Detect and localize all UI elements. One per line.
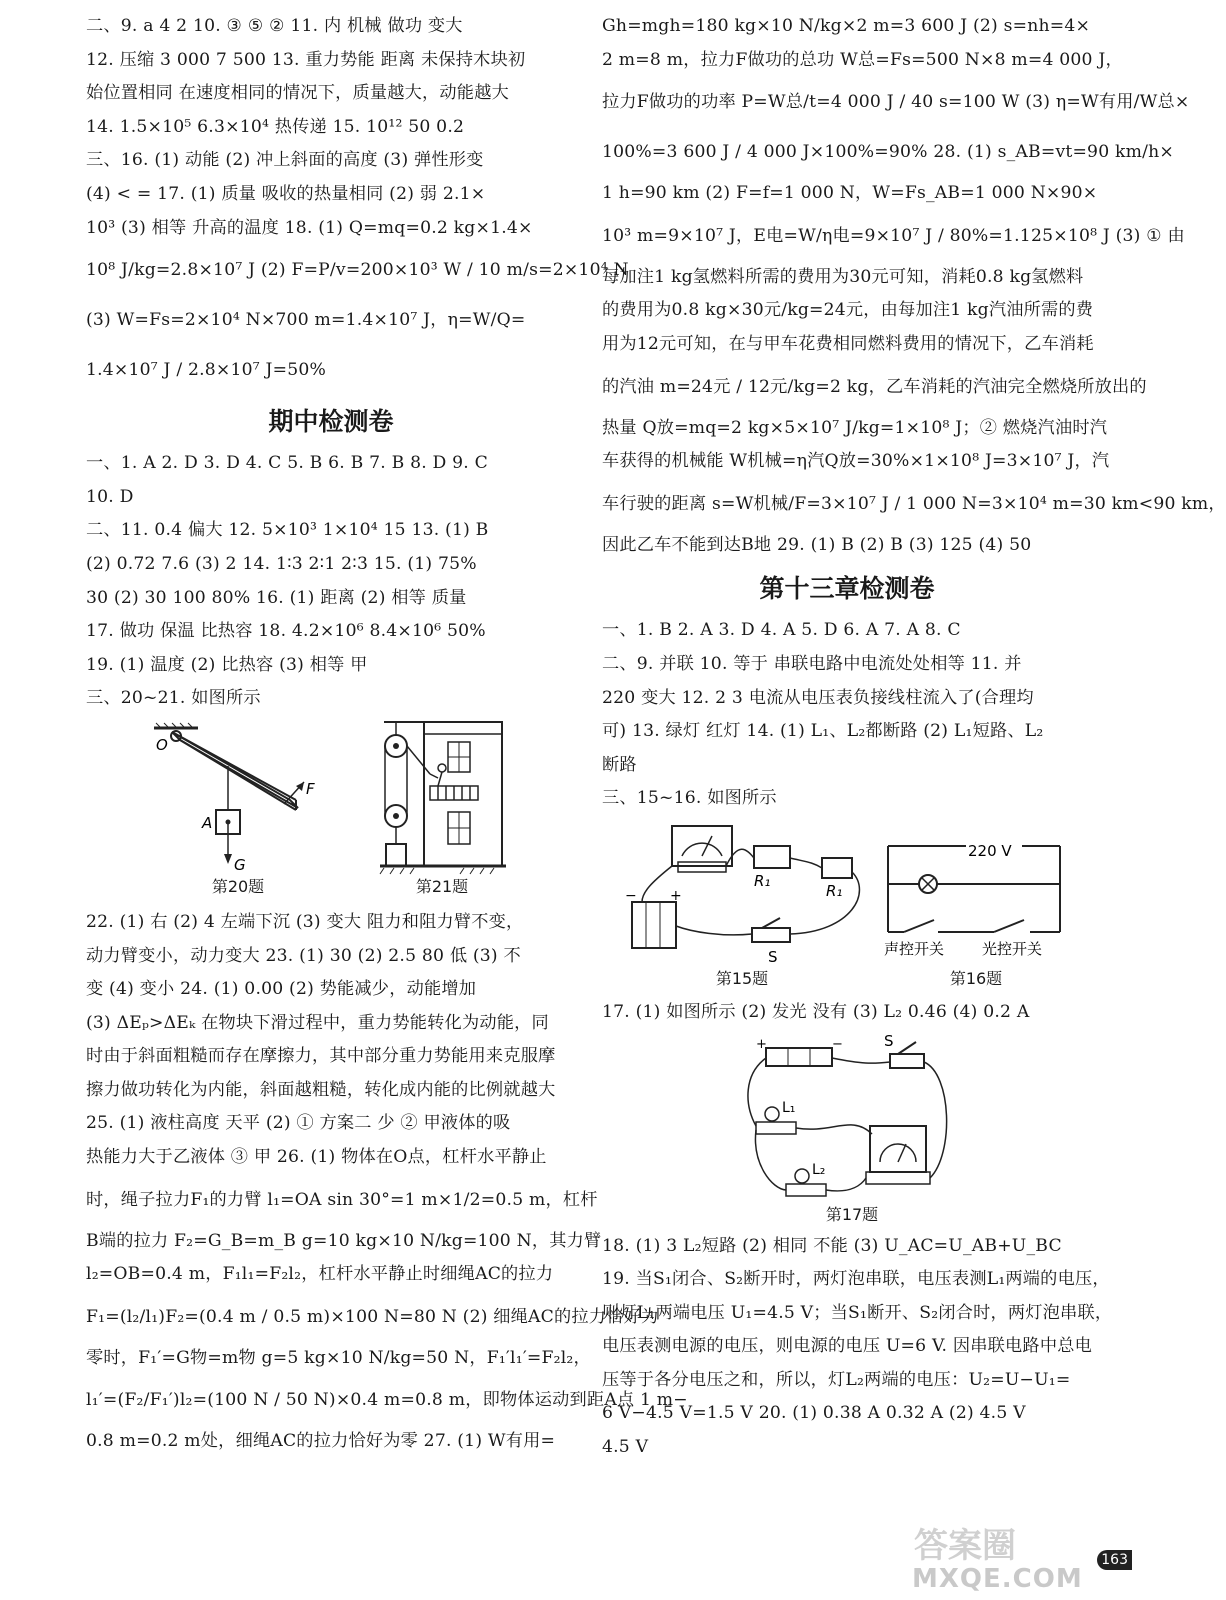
label-s-17: S [884, 1031, 894, 1050]
text-line: 变 (4) 变小 24. (1) 0.00 (2) 势能减少，动能增加 [86, 979, 477, 1000]
figure-17-circuit [742, 1031, 962, 1204]
label-r1-b: R₁ [826, 881, 843, 900]
text-line: 压等于各分电压之和，所以，灯L₂两端的电压：U₂=U−U₁= [602, 1369, 1071, 1390]
text-line: 14. 1.5×10⁵ 6.3×10⁴ 热传递 15. 10¹² 50 0.2 [86, 116, 465, 137]
text-line: Gh=mgh=180 kg×10 N/kg×2 m=3 600 J (2) s=nh=4× [602, 16, 1091, 36]
text-line: 擦力做功转化为内能，斜面越粗糙，转化成内能的比例就越大 [86, 1079, 556, 1100]
watermark-logo [904, 1516, 1114, 1596]
text-line: 0.8 m=0.2 m处，细绳AC的拉力恰好为零 27. (1) W有用= [86, 1431, 556, 1452]
text-line: 零时，F₁′=G物=m物 g=5 kg×10 N/kg=50 N，F₁′l₁′=F₂l₂， [86, 1347, 591, 1368]
text-line: 10. D [86, 486, 134, 507]
label-g: G [234, 855, 246, 874]
text-line: 因此乙车不能到达B地 29. (1) B (2) B (3) 125 (4) 50 [602, 534, 1032, 555]
figure-17-caption: 第17题 [825, 1204, 879, 1224]
text-line: 拉力F做功的功率 P=W总/t=4 000 J / 40 s=100 W (3) η=W有用/W总× [602, 92, 1190, 113]
text-line: 用为12元可知，在与甲车花费相同燃料费用的情况下，乙车消耗 [602, 333, 1094, 354]
text-line: 车获得的机械能 W机械=η汽Q放=30%×1×10⁸ J=3×10⁷ J，汽 [602, 451, 1110, 472]
text-line: 二、9. 并联 10. 等于 串联电路中电流处处相等 11. 并 [602, 653, 1022, 674]
text-line: 三、20~21. 如图所示 [86, 688, 261, 709]
section-heading-midterm: 期中检测卷 [268, 407, 394, 437]
text-line: 三、16. (1) 动能 (2) 冲上斜面的高度 (3) 弹性形变 [86, 150, 484, 171]
text-line: 19. (1) 温度 (2) 比热容 (3) 相等 甲 [86, 654, 368, 675]
text-line: 4.5 V [602, 1437, 649, 1458]
text-line: 10³ (3) 相等 升高的温度 18. (1) Q=mq=0.2 kg×1.4× [86, 217, 533, 238]
page-number: 163 [1097, 1550, 1132, 1570]
right-bottom-block [602, 1230, 1113, 1465]
label-a: A [202, 813, 213, 832]
text-line: 17. 做功 保温 比热容 18. 4.2×10⁶ 8.4×10⁶ 50% [86, 621, 486, 642]
label-f: F [306, 779, 315, 798]
text-line: l₂=OB=0.4 m，F₁l₁=F₂l₂，杠杆水平静止时细绳AC的拉力 [86, 1264, 554, 1285]
text-line: 则灯L₁两端电压 U₁=4.5 V；当S₁断开、S₂闭合时，两灯泡串联， [602, 1302, 1113, 1323]
text-line: 220 变大 12. 2 3 电流从电压表负接线柱流入了(合理均 [602, 687, 1034, 708]
text-line: 断路 [602, 754, 637, 775]
text-line: 1 h=90 km (2) F=f=1 000 N，W=Fs_AB=1 000 N×90× [602, 183, 1098, 204]
text-line: 1.4×10⁷ J / 2.8×10⁷ J=50% [86, 360, 327, 381]
figure-21-caption: 第21题 [415, 876, 469, 896]
figure-20-lever [146, 720, 346, 880]
text-line: 动力臂变小，动力变大 23. (1) 30 (2) 2.5 80 低 (3) 不 [86, 945, 521, 966]
text-line: 2 m=8 m，拉力F做功的总功 W总=Fs=500 N×8 m=4 000 J， [602, 49, 1123, 70]
text-line: 三、15~16. 如图所示 [602, 788, 777, 809]
label-light-switch: 光控开关 [982, 939, 1043, 958]
text-line: 18. (1) 3 L₂短路 (2) 相同 不能 (3) U_AC=U_AB+U_BC [602, 1235, 1062, 1256]
text-line: 始位置相同 在速度相同的情况下，质量越大，动能越大 [86, 83, 509, 104]
label-o: O [156, 735, 168, 754]
label-voltage: 220 V [968, 841, 1012, 860]
svg-text:+: + [670, 887, 682, 904]
watermark-site-text: MXQE.COM [912, 1564, 1083, 1594]
text-line: l₁′=(F₂/F₁′)l₂=(100 N / 50 N)×0.4 m=0.8 m，即物体运动到距A点 1 m− [86, 1390, 688, 1411]
text-line: 二、9. a 4 2 10. ③ ⑤ ② 11. 内 机械 做功 变大 [86, 16, 463, 36]
text-line: (3) W=Fs=2×10⁴ N×700 m=1.4×10⁷ J，η=W/Q= [86, 310, 526, 331]
text-line: 时，绳子拉力F₁的力臂 l₁=OA sin 30°=1 m×1/2=0.5 m，杠杆 [86, 1189, 598, 1210]
figure-17-block [602, 1030, 1092, 1230]
text-line: 每加注1 kg氢燃料所需的费用为30元可知，消耗0.8 kg氢燃料 [602, 266, 1084, 287]
text-line: 热能力大于乙液体 ③ 甲 26. (1) 物体在O点，杠杆水平静止 [86, 1147, 547, 1168]
figure-15-caption: 第15题 [715, 968, 769, 988]
label-l2: L₂ [812, 1161, 826, 1178]
label-l1: L₁ [782, 1099, 796, 1116]
svg-text:+: + [756, 1036, 767, 1052]
text-line: 二、11. 0.4 偏大 12. 5×10³ 1×10⁴ 15 13. (1) B [86, 520, 489, 541]
label-r1-a: R₁ [754, 871, 771, 890]
label-s: S [768, 947, 778, 966]
figure-20-caption: 第20题 [211, 876, 265, 896]
text-line: 可) 13. 绿灯 红灯 14. (1) L₁、L₂都断路 (2) L₁短路、L₂ [602, 721, 1044, 742]
figure-16-circuit [884, 842, 1064, 960]
text-line: 17. (1) 如图所示 (2) 发光 没有 (3) L₂ 0.46 (4) 0.2 A [602, 1001, 1030, 1022]
figures-20-21 [86, 716, 576, 906]
right-column [602, 10, 1226, 1465]
figures-15-16 [602, 816, 1092, 996]
text-line: 的费用为0.8 kg×30元/kg=24元，由每加注1 kg汽油所需的费 [602, 300, 1094, 321]
text-line: 22. (1) 右 (2) 4 左端下沉 (3) 变大 阻力和阻力臂不变， [86, 911, 524, 932]
figure-16-caption: 第16题 [949, 968, 1003, 988]
left-mid-block [86, 447, 576, 716]
text-line: 25. (1) 液柱高度 天平 (2) ① 方案二 少 ② 甲液体的吸 [86, 1113, 511, 1134]
text-line: 电压表测电源的电压，则电源的电压 U=6 V. 因串联电路中总电 [602, 1336, 1092, 1357]
text-line: (3) ΔEₚ>ΔEₖ 在物块下滑过程中，重力势能转化为动能，同 [86, 1012, 549, 1033]
text-line: 19. 当S₁闭合、S₂断开时，两灯泡串联，电压表测L₁两端的电压， [602, 1269, 1110, 1290]
text-line: 6 V−4.5 V=1.5 V 20. (1) 0.38 A 0.32 A (2) 4.5 V [602, 1403, 1026, 1424]
label-sound-switch: 声控开关 [884, 939, 945, 958]
text-line: 100%=3 600 J / 4 000 J×100%=90% 28. (1) s_AB=vt=90 km/h× [602, 142, 1174, 163]
text-line: B端的拉力 F₂=G_B=m_B g=10 kg×10 N/kg=100 N，其力臂 [86, 1230, 602, 1251]
text-line: 车行驶的距离 s=W机械/F=3×10⁷ J / 1 000 N=3×10⁴ m=30 km<90 km， [602, 493, 1226, 514]
left-top-block [86, 10, 629, 395]
svg-text:−: − [832, 1036, 843, 1052]
text-line: 一、1. A 2. D 3. D 4. C 5. B 6. B 7. B 8. D 9. C [86, 453, 488, 474]
text-line: 10³ m=9×10⁷ J，E电=W/η电=9×10⁷ J / 80%=1.125×10⁸ J (3) ① 由 [602, 225, 1185, 246]
text-line: 热量 Q放=mq=2 kg×5×10⁷ J/kg=1×10⁸ J；② 燃烧汽油时汽 [602, 417, 1108, 438]
right-mid-block [602, 614, 1092, 816]
figure-21-pulley-building [378, 716, 508, 882]
text-line: 一、1. B 2. A 3. D 4. A 5. D 6. A 7. A 8. C [602, 620, 961, 641]
text-line: 时由于斜面粗糙而存在摩擦力，其中部分重力势能用来克服摩 [86, 1046, 556, 1067]
text-line: F₁=(l₂/l₁)F₂=(0.4 m / 0.5 m)×100 N=80 N (2) 细绳AC的拉力恰好为 [86, 1306, 659, 1327]
right-top-block [602, 10, 1226, 562]
text-line: (4) < = 17. (1) 质量 吸收的热量相同 (2) 弱 2.1× [86, 183, 486, 204]
text-line: 的汽油 m=24元 / 12元/kg=2 kg，乙车消耗的汽油完全燃烧所放出的 [602, 376, 1147, 397]
text-line: 12. 压缩 3 000 7 500 13. 重力势能 距离 未保持木块初 [86, 49, 526, 70]
figure-15-circuit [622, 822, 882, 972]
text-line: 30 (2) 30 100 80% 16. (1) 距离 (2) 相等 质量 [86, 587, 467, 608]
svg-text:−: − [625, 887, 637, 904]
text-line: (2) 0.72 7.6 (3) 2 14. 1∶3 2∶1 2∶3 15. (1) 75% [86, 553, 477, 574]
section-heading-chapter13: 第十三章检测卷 [759, 574, 935, 604]
text-line: 10⁸ J/kg=2.8×10⁷ J (2) F=P/v=200×10³ W / 10 m/s=2×10⁴ N [86, 260, 629, 281]
watermark-cn-text: 答案圈 [914, 1526, 1016, 1566]
